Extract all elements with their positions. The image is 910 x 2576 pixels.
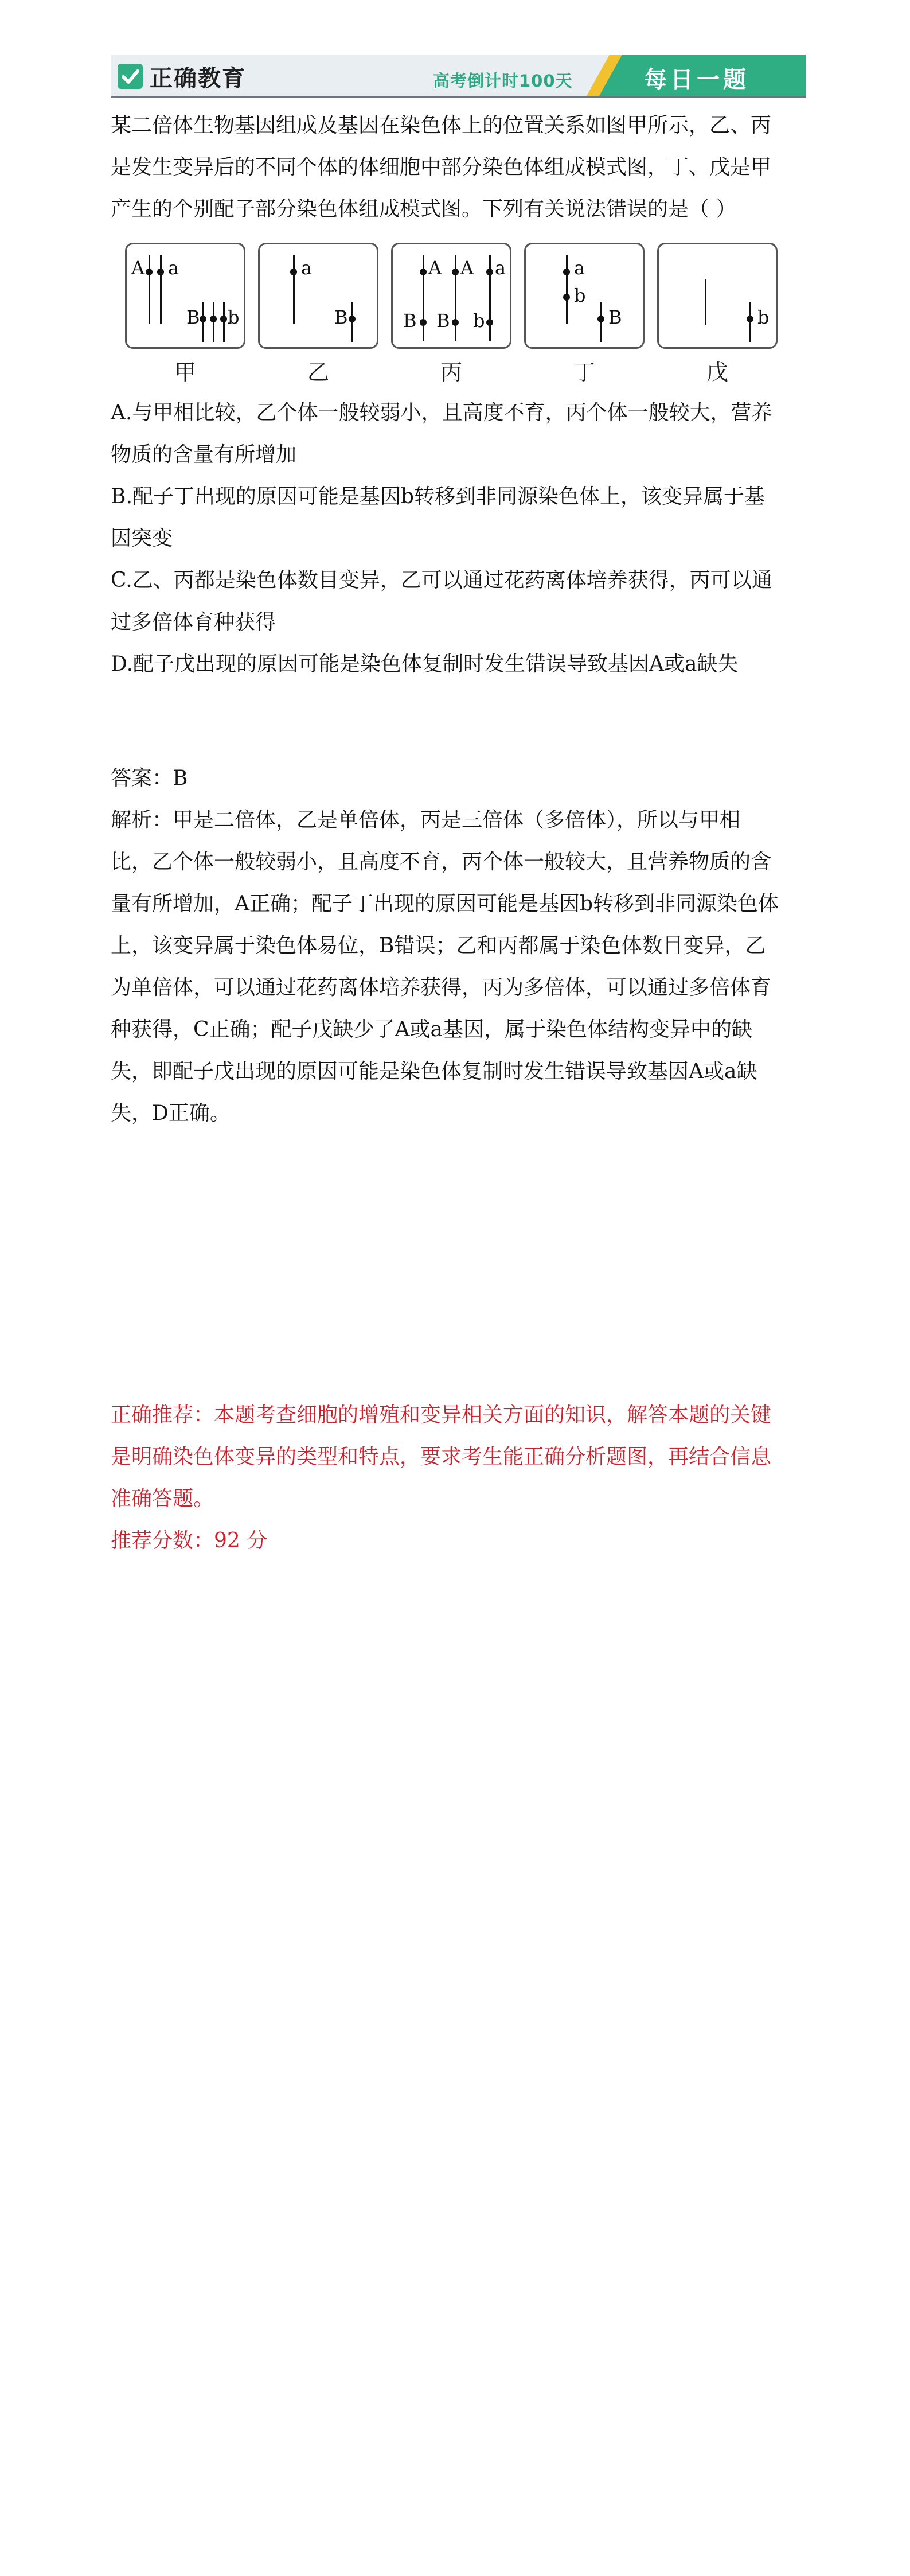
header-divider (111, 96, 806, 98)
centromere (220, 316, 227, 322)
gene-label: B (608, 306, 622, 328)
check-logo-icon (118, 64, 143, 89)
centromere (486, 269, 493, 275)
gene-label: A (460, 257, 474, 279)
analysis-line: 解析：甲是二倍体，乙是单倍体，丙是三倍体（多倍体），所以与甲相 (111, 808, 741, 832)
recommend-line-3: 准确答题。 (111, 1487, 214, 1511)
analysis-line: 种获得，C正确；配子戊缺少了A或a基因，属于染色体结构变异中的缺 (111, 1018, 753, 1041)
gene-label: a (168, 257, 179, 279)
question-stem-line-3: 产生的个别配子部分染色体组成模式图。下列有关说法错误的是（ ） (111, 197, 737, 221)
analysis-line: 上，该变异属于染色体易位，B错误；乙和丙都属于染色体数目变异，乙 (111, 934, 766, 958)
chromosome (705, 279, 706, 325)
panel-jia (125, 243, 245, 349)
centromere (157, 269, 164, 275)
gene-label: b (473, 310, 485, 332)
chromosome-figure (125, 243, 780, 386)
centromere (290, 269, 297, 275)
chromosome (293, 255, 295, 324)
gene-label: B (436, 310, 450, 332)
centromere (210, 316, 217, 322)
option-a-line-2: 物质的含量有所增加 (111, 443, 297, 466)
option-d-line-1: D.配子戊出现的原因可能是染色体复制时发生错误导致基因A或a缺失 (111, 652, 739, 676)
centromere (420, 269, 427, 275)
chromosome (149, 255, 150, 324)
centromere (146, 269, 153, 275)
question-stem-line-1: 某二倍体生物基因组成及基因在染色体上的位置关系如图甲所示，乙、丙 (111, 114, 772, 137)
centromere (200, 316, 206, 322)
gene-label: B (334, 306, 348, 328)
option-c-line-2: 过多倍体育种获得 (111, 610, 276, 634)
recommend-line-2: 是明确染色体变异的类型和特点，要求考生能正确分析题图，再结合信息 (111, 1445, 772, 1469)
panel-label-bing: 丙 (440, 360, 462, 385)
option-c-line-1: C.乙、丙都是染色体数目变异，乙可以通过花药离体培养获得，丙可以通 (111, 569, 772, 592)
centromere (420, 319, 427, 326)
gene-label: a (495, 257, 506, 279)
gene-label: b (228, 306, 240, 328)
gene-label: B (186, 306, 200, 328)
recommend-score: 推荐分数：92 分 (111, 1529, 268, 1552)
analysis-line: 失，即配子戊出现的原因可能是染色体复制时发生错误导致基因A或a缺 (111, 1060, 757, 1083)
gene-label: A (428, 257, 442, 279)
chromosome (160, 255, 162, 324)
question-stem-line-2: 是发生变异后的不同个体的体细胞中部分染色体组成模式图，丁、戊是甲 (111, 155, 772, 179)
gene-label: A (131, 257, 145, 279)
gene-label: B (403, 310, 417, 332)
panel-label-ding: 丁 (573, 360, 595, 385)
panel-wu (657, 243, 778, 349)
chromosome (455, 255, 456, 341)
option-b-line-2: 因突变 (111, 527, 173, 550)
centromere (597, 316, 604, 322)
gene-label: a (574, 257, 585, 279)
centromere (486, 319, 493, 326)
analysis-line: 量有所增加，A正确；配子丁出现的原因可能是基因b转移到非同源染色体 (111, 892, 779, 916)
answer-label: 答案：B (111, 766, 188, 790)
chromosome (423, 255, 424, 341)
gene-label: b (574, 285, 586, 306)
daily-question-label: 每日一题 (644, 67, 749, 93)
exam-countdown: 高考倒计时100天 (433, 71, 573, 91)
panel-ding (524, 243, 645, 349)
option-b-line-1: B.配子丁出现的原因可能是基因b转移到非同源染色体上，该变异属于基 (111, 485, 765, 508)
centromere (452, 319, 459, 326)
chromosome (566, 255, 568, 324)
gene-label: a (301, 257, 313, 279)
panel-label-wu: 戊 (706, 360, 728, 385)
centromere (563, 294, 570, 301)
centromere (747, 316, 753, 322)
analysis-line: 为单倍体，可以通过花药离体培养获得，丙为多倍体，可以通过多倍体育 (111, 976, 772, 999)
option-a-line-1: A.与甲相比较，乙个体一般较弱小，且高度不育，丙个体一般较大，营养 (111, 401, 772, 425)
centromere (452, 269, 459, 275)
analysis-line: 失，D正确。 (111, 1102, 231, 1125)
panel-label-jia: 甲 (174, 360, 196, 385)
header-banner (111, 55, 806, 98)
panel-yi (258, 243, 378, 349)
gene-label: b (757, 306, 770, 328)
analysis-line: 比，乙个体一般较弱小，且高度不育，丙个体一般较大，且营养物质的含 (111, 850, 772, 874)
chromosome (489, 255, 491, 341)
recommend-line-1: 正确推荐：本题考查细胞的增殖和变异相关方面的知识，解答本题的关键 (111, 1403, 772, 1427)
centromere (349, 316, 356, 322)
panel-bing (391, 243, 511, 349)
centromere (563, 269, 570, 275)
brand-name: 正确教育 (150, 65, 246, 92)
panel-label-yi: 乙 (307, 360, 329, 385)
